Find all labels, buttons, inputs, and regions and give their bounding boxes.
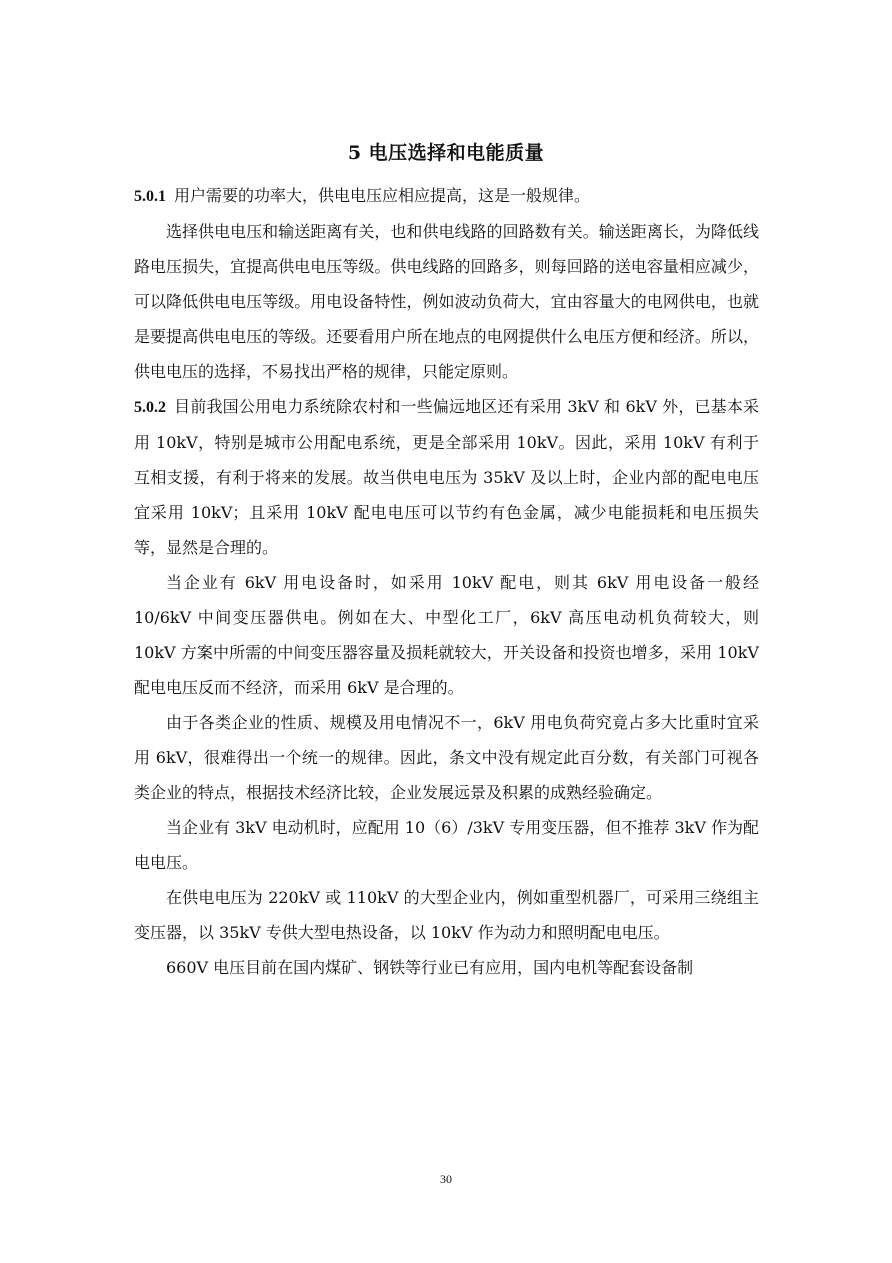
clause-5-0-1 [134, 178, 759, 214]
clause-number: 5.0.2 [134, 399, 166, 416]
paragraph: 在供电电压为 220kV 或 110kV 的大型企业内，例如重型机器厂，可采用三绕组主变压器，以 35kV 专供大型电热设备，以 10kV 作为动力和照明配电电压。 [134, 888, 759, 942]
clause-5-0-2 [134, 389, 759, 565]
page-number: 30 [440, 1172, 452, 1186]
page-title: 5 电压选择和电能质量 [347, 142, 545, 164]
paragraph: 当企业有 3kV 电动机时，应配用 10（6）/3kV 专用变压器，但不推荐 3kV 作为配电电压。 [134, 818, 759, 872]
document-body [134, 178, 759, 985]
paragraph: 选择供电电压和输送距离有关，也和供电线路的回路数有关。输送距离长，为降低线路电压损失，宜提高供电电压等级。供电线路的回路多，则每回路的送电容量相应减少，可以降低供电电压等级。用电设备特性，例如波动负荷大，宜由容量大的电网供电，也就是要提高供电电压的等级。还要看用户所在地点的电网提供什么电压方便和经济。所以，供电电压的选择，不易找出严格的规律，只能定原则。 [134, 222, 759, 381]
clause-text: 用户需要的功率大，供电电压应相应提高，这是一般规律。 [174, 186, 591, 205]
paragraph: 660V 电压目前在国内煤矿、钢铁等行业已有应用，国内电机等配套设备制 [166, 958, 694, 977]
clause-text: 目前我国公用电力系统除农村和一些偏远地区还有采用 3kV 和 6kV 外，已基本采用 10kV，特别是城市公用配电系统，更是全部采用 10kV。因此，采用 10kV 有利于互相支援，有利于将来的发展。故当供电电压为 35kV 及以上时，企业内部的配电电压宜采用 10kV；且采用 10kV 配电电压可以节约有色金属，减少电能损耗和电压损失等，显然是合理的。 [134, 397, 759, 557]
clause-number: 5.0.1 [134, 188, 166, 205]
paragraph: 由于各类企业的性质、规模及用电情况不一，6kV 用电负荷究竟占多大比重时宜采用 6kV，很难得出一个统一的规律。因此，条文中没有规定此百分数，有关部门可视各类企业的特点，根据技术经济比较，企业发展远景及积累的成熟经验确定。 [134, 713, 759, 802]
paragraph: 当企业有 6kV 用电设备时，如采用 10kV 配电，则其 6kV 用电设备一般经 10/6kV 中间变压器供电。例如在大、中型化工厂，6kV 高压电动机负荷较大，则 10kV 方案中所需的中间变压器容量及损耗就较大，开关设备和投资也增多，采用 10kV 配电电压反而不经济，而采用 6kV 是合理的。 [134, 573, 759, 697]
